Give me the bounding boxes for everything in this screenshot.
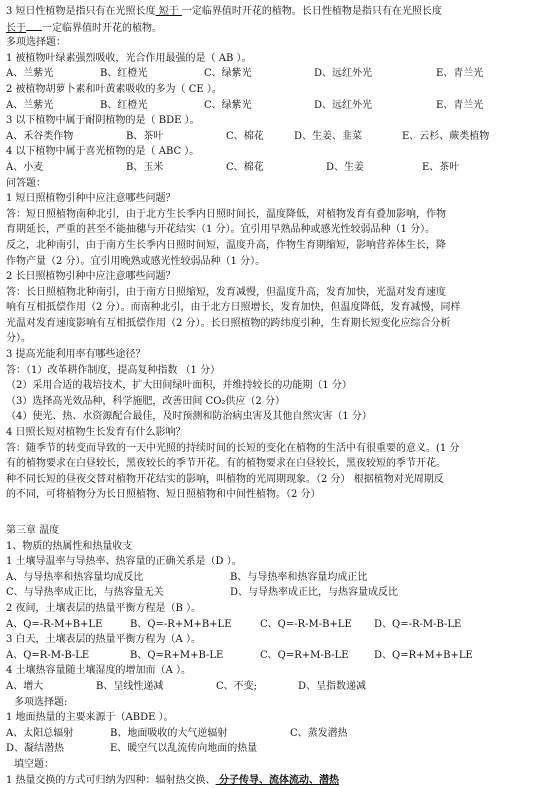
option: D、凝结潜热: [6, 741, 110, 757]
question-2: 2 被植物胡萝卜素和叶黄素吸收的多为（ CE ）。: [6, 82, 538, 98]
temp-question-3: 3 白天，土壤表层的热量平衡方程为（A ）。: [6, 632, 538, 648]
multi-choice-title-2: 多项选择题:: [6, 695, 538, 711]
option: B、茶叶: [126, 129, 226, 145]
option: E、茶叶: [422, 160, 459, 176]
qa-3-question: 3 提高光能利用率有哪些途径？: [6, 347, 538, 363]
qa-4-answer-line: 种不同长短的昼夜交替对植物开花结实的影响，叫植物的光周期现象。（2 分） 根据植物对光周期反: [6, 472, 538, 488]
option: D、远红外光: [314, 66, 436, 82]
option: D、呈指数递减: [298, 679, 366, 695]
option: E、青兰光: [436, 66, 483, 82]
option: A、太阳总辐射: [6, 726, 110, 742]
qa-4-answer-line: 答：随季节的转变而导致的一天中光照的持续时间的长短的变化在植物的生活中有很重要的意义。(1 分: [6, 441, 538, 457]
qa-title: 问答题：: [6, 176, 538, 192]
option: C、Q=-R-M-B+LE: [260, 617, 374, 633]
temp-question-2: 2 夜间，土壤表层的热量平衡方程是（B ）。: [6, 601, 538, 617]
qa-4-answer-line: 的不同，可将植物分为长日照植物、短日照植物和中间性植物。（2 分）: [6, 487, 538, 503]
line-long-day-def: [6, 20, 538, 36]
section-1-title: 1、物质的热属性和热量收支: [6, 539, 538, 555]
question-4-options: [6, 160, 538, 176]
option: D、与导热率成正比，与热容量成反比: [230, 585, 398, 601]
option: B、呈线性递减: [96, 679, 216, 695]
option: A、小麦: [6, 160, 126, 176]
option: C、绿紫光: [204, 66, 314, 82]
option: A、增大: [6, 679, 96, 695]
option: C、蒸发潜热: [290, 726, 348, 742]
text: 1 热量交换的方式可归纳为四种：辐射热交换、: [6, 775, 216, 786]
option: B、Q=R+M+B-LE: [130, 648, 260, 664]
option: D、Q=R+M+B+LE: [374, 648, 473, 664]
option: B、玉米: [126, 160, 226, 176]
qa-4-answer-line: 有的植物要求在白昼较长，黑夜较长的季节开花。有的植物要求在白昼较长，黑夜较短的季节开花。: [6, 456, 538, 472]
option: D、生姜、韭菜: [294, 129, 402, 145]
option: A、Q=-R-M+B+LE: [6, 617, 130, 633]
option: B、与导热率和热容量均成正比: [230, 570, 367, 586]
question-3: 3 以下植物中属于耐阴植物的是（ BDE ）。: [6, 113, 538, 129]
qa-4-question: 4 日照长短对植物生长发育有什么影响？: [6, 425, 538, 441]
qa-1-answer-line: 答：短日照植物南种北引，由于北方生长季内日照时间长，温度降低，对植物发育有叠加影响，作物: [6, 207, 538, 223]
document-page: [6, 4, 538, 788]
question-4: 4 以下植物中属于喜光植物的是（ ABC ）。: [6, 144, 538, 160]
option: C、绿紫光: [204, 98, 314, 114]
multi-choice-title: 多项选择题：: [6, 35, 538, 51]
option: A、兰紫光: [6, 98, 100, 114]
fill-blank-title: 填空题：: [6, 757, 538, 773]
qa-2-answer-line: 答：长日照植物北种南引，由于南方日照缩短，发育减慢，但温度升高，发育加快，光温对发育速度: [6, 285, 538, 301]
question-1: 1 被植物叶绿素强烈吸收，光合作用最强的是（ AB ）。: [6, 51, 538, 67]
option: C、棉花: [226, 129, 294, 145]
temp-question-1-options-a: [6, 570, 538, 586]
option: D、远红外光: [314, 98, 436, 114]
section-gap: [6, 503, 538, 523]
qa-2-answer-line: 响有互相抵偿作用（2 分）。而南种北引，由于北方日照增长，发育加快，但温度降低，发育减慢，同样: [6, 300, 538, 316]
option: A、Q=R-M-B-LE: [6, 648, 130, 664]
qa-2-question: 2 长日照植物引种中应注意哪些问题？: [6, 269, 538, 285]
text: 一定临界值时开花的植物。长日性植物是指只有在光照长度: [182, 6, 442, 17]
text: 一定临界值时开花的植物。: [42, 23, 162, 34]
qa-3-answer-line: （2）采用合适的栽培技术，扩大田间绿叶面积，并维持较长的功能期（1 分）: [6, 378, 538, 394]
question-3-options: [6, 129, 538, 145]
option: C、棉花: [226, 160, 326, 176]
answer-short: 短于: [156, 6, 182, 17]
option: C、与导热率成正比，与热容量无关: [6, 585, 230, 601]
fill-question-1: [6, 773, 538, 788]
qa-3-answer-line: 答：（1）改革耕作制度，提高复种指数 （1 分）: [6, 363, 538, 379]
temp-question-1: 1 土壤导温率与导热率、热容量的正确关系是（D ）。: [6, 554, 538, 570]
option: C、不变;: [216, 679, 298, 695]
option: E、云杉、蕨类植物: [402, 129, 489, 145]
temp-question-2-options: [6, 617, 538, 633]
option: B、地面吸收的大气逆辐射: [110, 726, 290, 742]
qa-2-answer-line: 分）。: [6, 331, 538, 347]
line-short-day-def: [6, 4, 538, 20]
option: A、禾谷类作物: [6, 129, 126, 145]
answer-long: 长于: [6, 23, 26, 34]
question-2-options: [6, 98, 538, 114]
qa-1-answer-line: 反之，北种南引，由于南方生长季内日照时间短，温度升高，作物生育期缩短，影响营养体生长，降: [6, 238, 538, 254]
question-1-options: [6, 66, 538, 82]
heat-question-1-options-a: [6, 726, 538, 742]
text: 3 短日性植物是指只有在光照长度: [6, 6, 156, 17]
option: C、Q=R+M-B-LE: [260, 648, 374, 664]
qa-3-answer-line: （3）选择高光效品种，科学施肥，改善田间 CO₂供应（2 分）: [6, 394, 538, 410]
qa-1-answer-line: 作物产量（2 分）。宜引用晚熟或感光性较弱品种（1 分）。: [6, 254, 538, 270]
qa-1-question: 1 短日照植物引种中应注意哪些问题？: [6, 191, 538, 207]
heat-question-1-options-b: [6, 741, 538, 757]
heat-question-1: 1 地面热量的主要来源于（ABDE ）。: [6, 710, 538, 726]
temp-question-1-options-b: [6, 585, 538, 601]
qa-3-answer-line: （4）使光、热、水资源配合最佳，及时预测和防治病虫害及其他自然灾害（1 分）: [6, 409, 538, 425]
option: D、生姜: [326, 160, 422, 176]
chapter-3-title: 第三章 温度: [6, 523, 538, 539]
fill-answer: 分子传导、流体流动、潜热: [216, 775, 339, 786]
option: E、暖空气以乱流传向地面的热量: [110, 741, 257, 757]
option: B、Q=-R+M+B+LE: [130, 617, 260, 633]
option: D、Q=-R-M-B-LE: [374, 617, 461, 633]
qa-2-answer-line: 光温对发育速度影响有互相抵偿作用（2 分）。长日照植物的跨纬度引种，生育期长短变化应综合分析: [6, 316, 538, 332]
temp-question-4: 4 土壤热容量随土壤湿度的增加而（A ）。: [6, 663, 538, 679]
option: E、青兰光: [436, 98, 483, 114]
temp-question-3-options: [6, 648, 538, 664]
option: B、红橙光: [100, 66, 204, 82]
qa-1-answer-line: 育期延长，严重的甚至不能抽穗与开花结实（1 分）。宜引用早熟品种或感光性较弱品种（1 分）。: [6, 222, 538, 238]
option: B、红橙光: [100, 98, 204, 114]
temp-question-4-options: [6, 679, 538, 695]
option: A、与导热率和热容量均成反比: [6, 570, 230, 586]
option: A、兰紫光: [6, 66, 100, 82]
